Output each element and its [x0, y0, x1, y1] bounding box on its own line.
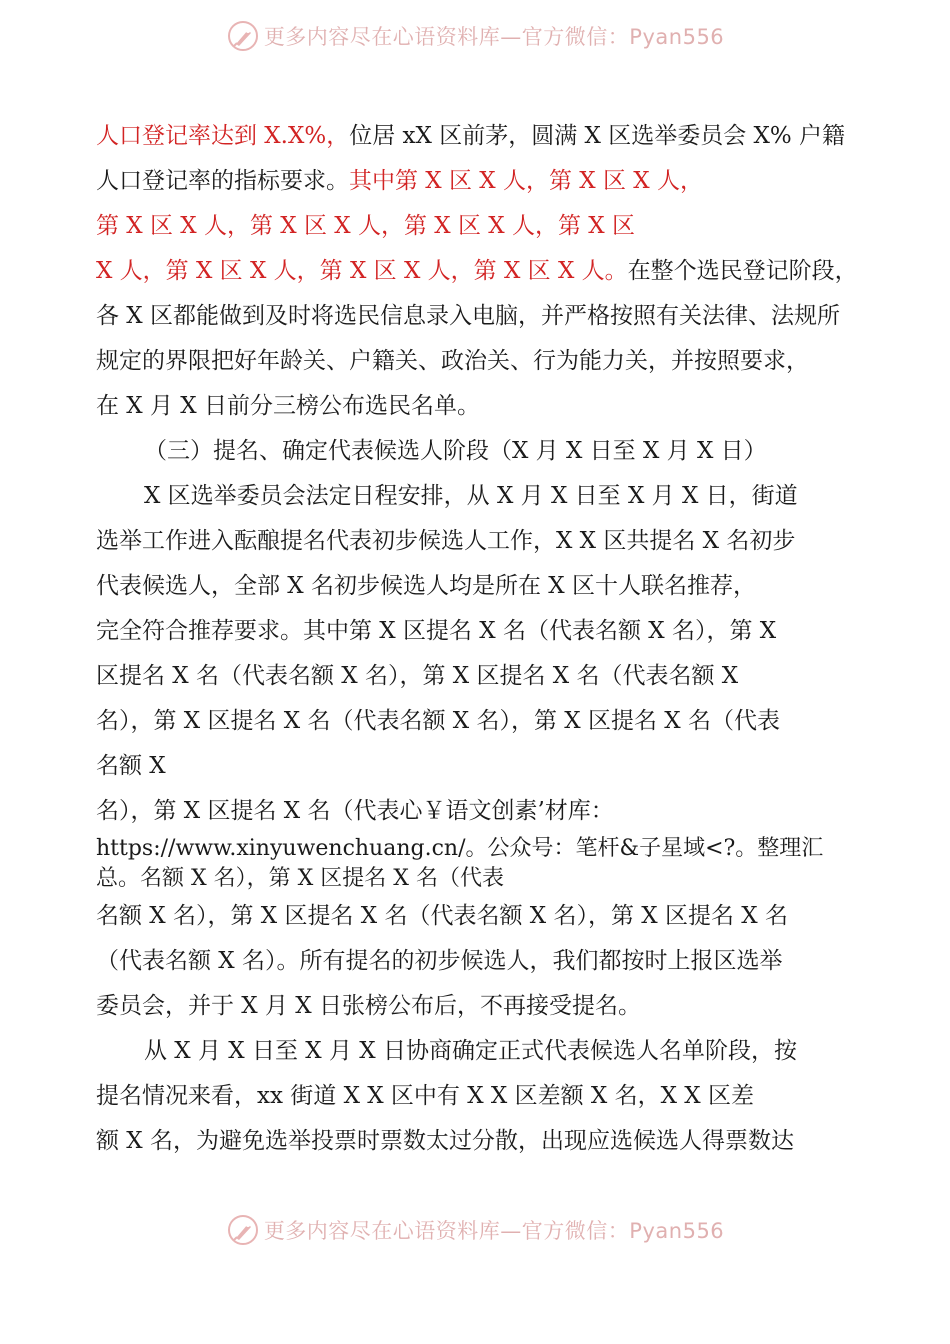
section-heading: （三）提名、确定代表候选人阶段（X 月 X 日至 X 月 X 日）	[144, 438, 767, 464]
paragraph-line: 名），第 X 区提名 X 名（代表心￥语文创素’材库：	[96, 798, 614, 824]
document-body	[96, 114, 878, 1164]
paragraph-line: 从 X 月 X 日至 X 月 X 日协商确定正式代表候选人名单阶段，按	[144, 1038, 797, 1064]
paragraph-line: X 人，第 X 区 X 人，第 X 区 X 人，第 X 区 X 人。在整个选民登记阶段，	[96, 258, 858, 284]
paragraph-line: 额 X 名，为避免选举投票时票数太过分散，出现应选候选人得票数达	[96, 1128, 794, 1154]
bottom-watermark-banner	[0, 1208, 950, 1252]
paragraph-line: 委员会，并于 X 月 X 日张榜公布后，不再接受提名。	[96, 993, 641, 1019]
paragraph-line: 人口登记率达到 X.X%，位居 xX 区前茅，圆满 X 区选举委员会 X% 户籍	[96, 123, 846, 149]
paragraph-line: 完全符合推荐要求。其中第 X 区提名 X 名（代表名额 X 名），第 X	[96, 618, 777, 644]
paragraph-line: 区提名 X 名（代表名额 X 名），第 X 区提名 X 名（代表名额 X	[96, 663, 739, 689]
paragraph-line: 名额 X 名），第 X 区提名 X 名（代表名额 X 名），第 X 区提名 X 名	[96, 903, 788, 929]
paragraph-line: 第 X 区 X 人，第 X 区 X 人，第 X 区 X 人，第 X 区	[96, 213, 635, 239]
paragraph-line: 总。名额 X 名），第 X 区提名 X 名（代表	[96, 866, 504, 891]
pen-nib-logo-icon	[226, 19, 260, 53]
paragraph-line: 代表候选人，全部 X 名初步候选人均是所在 X 区十人联名推荐，	[96, 573, 756, 599]
paragraph-line: https://www.xinyuwenchuang.cn/。公众号：笔杆&子星域<?。整理汇	[96, 836, 824, 861]
top-watermark-banner	[0, 14, 950, 58]
paragraph-line: 在 X 月 X 日前分三榜公布选民名单。	[96, 393, 480, 419]
paragraph-line: 人口登记率的指标要求。其中第 X 区 X 人，第 X 区 X 人，	[96, 168, 703, 194]
paragraph-line: 提名情况来看，xx 街道 X X 区中有 X X 区差额 X 名，X X 区差	[96, 1083, 754, 1109]
paragraph-line: 名），第 X 区提名 X 名（代表名额 X 名），第 X 区提名 X 名（代表	[96, 708, 780, 734]
banner-text: 更多内容尽在心语资料库—官方微信：Pyan556	[263, 1219, 725, 1243]
paragraph-line: 各 X 区都能做到及时将选民信息录入电脑，并严格按照有关法律、法规所	[96, 303, 840, 329]
paragraph-line: （代表名额 X 名）。所有提名的初步候选人，我们都按时上报区选举	[96, 948, 783, 974]
banner-text: 更多内容尽在心语资料库—官方微信：Pyan556	[263, 25, 725, 49]
pen-nib-logo-icon	[226, 1213, 260, 1247]
paragraph-line: 规定的界限把好年龄关、户籍关、政治关、行为能力关，并按照要求，	[96, 348, 809, 374]
paragraph-line: 选举工作进入酝酿提名代表初步候选人工作，X X 区共提名 X 名初步	[96, 528, 796, 554]
paragraph-line: 名额 X	[96, 753, 166, 779]
paragraph-line: X 区选举委员会法定日程安排，从 X 月 X 日至 X 月 X 日，街道	[144, 483, 798, 509]
